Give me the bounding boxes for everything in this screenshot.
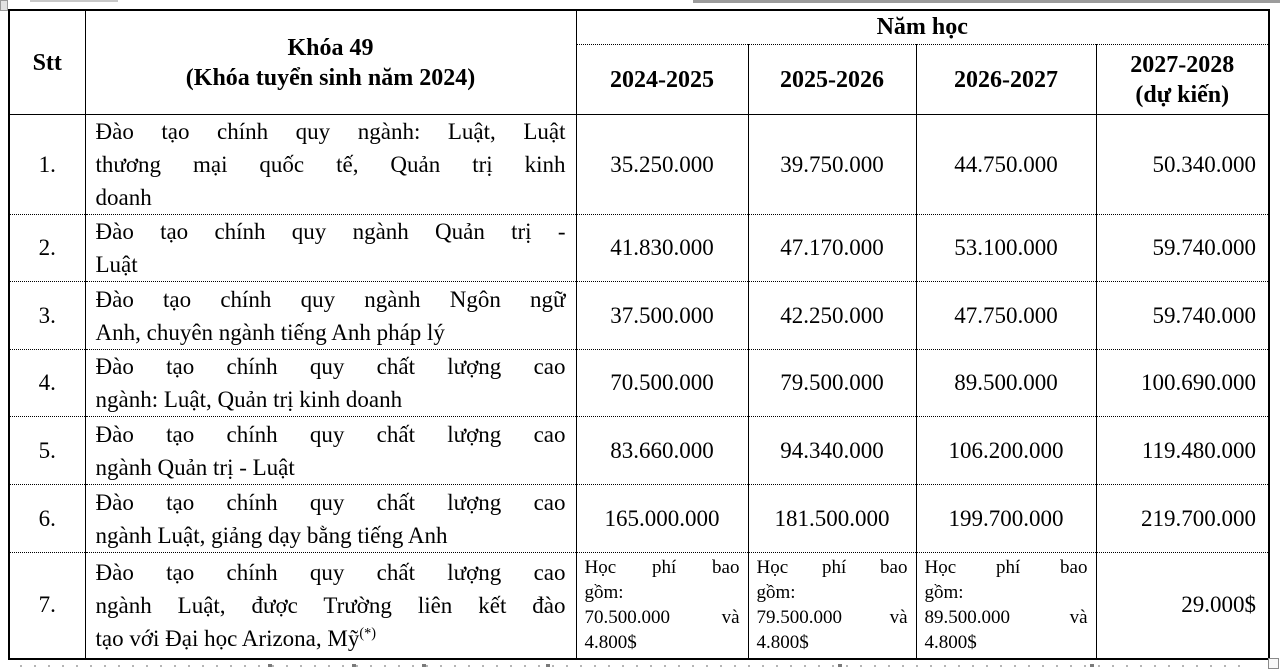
fee-cell: 37.500.000	[576, 282, 748, 350]
fee-cell: 119.480.000	[1096, 417, 1269, 485]
year4-line2: (dự kiến)	[1135, 81, 1230, 108]
fee-cell: 83.660.000	[576, 417, 748, 485]
page-fragment-speck	[422, 664, 426, 667]
table-row	[9, 215, 1269, 282]
fee-cell: 199.700.000	[916, 485, 1096, 553]
page-fragment-speck	[1090, 664, 1094, 667]
cohort-title: Khóa 49	[287, 34, 374, 61]
table-row	[9, 282, 1269, 350]
table-row	[9, 350, 1269, 417]
program-cell	[85, 553, 576, 659]
text-line: 4.800$	[584, 632, 637, 653]
text-line: thương mại quốc tế, Quản trị kinh	[95, 152, 566, 177]
cohort-subtitle: (Khóa tuyển sinh năm 2024)	[185, 64, 476, 91]
fee-cell: 53.100.000	[916, 215, 1096, 282]
fee-cell: 39.750.000	[748, 115, 916, 215]
col-header-2027-2028	[1096, 45, 1269, 115]
fee-cell: 100.690.000	[1096, 350, 1269, 417]
table-row	[9, 553, 1269, 659]
stt-cell: 6.	[9, 485, 85, 553]
text-line: Học phí bao	[924, 557, 1088, 578]
page-fragment-speck	[352, 664, 356, 667]
program-cell	[85, 350, 576, 417]
fee-cell: 181.500.000	[748, 485, 916, 553]
text-line: Luật	[95, 252, 138, 277]
fee-cell: 50.340.000	[1096, 115, 1269, 215]
fee-cell: 47.750.000	[916, 282, 1096, 350]
text-line: Đào tạo chính quy chất lượng cao	[95, 489, 566, 515]
text-line: Đào tạo chính quy chất lượng cao	[95, 354, 566, 379]
year4-line1: 2027-2028	[1130, 51, 1235, 78]
col-header-2025-2026: 2025-2026	[748, 45, 916, 115]
fee-cell: 41.830.000	[576, 215, 748, 282]
page-fragment-cutoff-text	[20, 665, 1252, 667]
table-row	[9, 417, 1269, 485]
fee-cell: 59.740.000	[1096, 282, 1269, 350]
col-header-2026-2027: 2026-2027	[916, 45, 1096, 115]
fee-note-cell	[748, 553, 916, 659]
text-line: Đào tạo chính quy ngành: Luật, Luật	[95, 119, 566, 144]
footnote-marker: (*)	[359, 625, 376, 642]
fee-cell: 165.000.000	[576, 485, 748, 553]
text-line: Học phí bao	[584, 557, 740, 578]
col-header-school-year: Năm học	[576, 10, 1269, 45]
text-line: ngành Quản trị - Luật	[95, 454, 295, 480]
fee-cell: 70.500.000	[576, 350, 748, 417]
program-cell	[85, 417, 576, 485]
text-line: gồm:	[584, 582, 624, 603]
text-line: tạo với Đại học Arizona, Mỹ(*)	[95, 625, 376, 651]
header-row-group	[9, 10, 1269, 45]
text-line: Đào tạo chính quy chất lượng cao	[95, 421, 566, 447]
text-line: doanh	[95, 185, 152, 210]
fee-cell: 29.000$	[1096, 553, 1269, 659]
fee-cell: 79.500.000	[748, 350, 916, 417]
program-cell	[85, 282, 576, 350]
text-line: Học phí bao	[756, 557, 908, 578]
text-line: 79.500.000 và	[756, 607, 908, 628]
fee-cell: 35.250.000	[576, 115, 748, 215]
fee-cell: 44.750.000	[916, 115, 1096, 215]
col-header-2024-2025: 2024-2025	[576, 45, 748, 115]
table-row	[9, 115, 1269, 215]
text-line: ngành Luật, được Trường liên kết đào	[95, 592, 566, 618]
stt-cell: 1.	[9, 115, 85, 215]
text-line: gồm:	[756, 582, 796, 603]
stt-cell: 3.	[9, 282, 85, 350]
page-fragment-speck	[546, 664, 550, 667]
program-cell	[85, 215, 576, 282]
page-fragment-top-right	[693, 0, 1280, 3]
program-cell	[85, 485, 576, 553]
program-cell	[85, 115, 576, 215]
stt-cell: 4.	[9, 350, 85, 417]
fee-cell: 106.200.000	[916, 417, 1096, 485]
fee-note-cell	[576, 553, 748, 659]
fee-note-cell	[916, 553, 1096, 659]
text-line: 4.800$	[756, 632, 809, 653]
text-line: ngành Luật, giảng dạy bằng tiếng Anh	[95, 522, 448, 548]
table-body	[9, 115, 1269, 659]
fee-cell: 59.740.000	[1096, 215, 1269, 282]
text-line: 89.500.000 và	[924, 607, 1088, 628]
col-header-cohort	[85, 10, 576, 115]
stt-cell: 2.	[9, 215, 85, 282]
table-resize-handle[interactable]	[1268, 658, 1279, 669]
text-line: Đào tạo chính quy ngành Ngôn ngữ	[95, 286, 566, 312]
fee-cell: 219.700.000	[1096, 485, 1269, 553]
page-fragment-speck	[838, 664, 842, 667]
fee-cell: 94.340.000	[748, 417, 916, 485]
table-row	[9, 485, 1269, 553]
text-line: gồm:	[924, 582, 964, 603]
tuition-table	[8, 9, 1270, 660]
col-header-stt: Stt	[9, 10, 85, 115]
text-line: Đào tạo chính quy chất lượng cao	[95, 559, 566, 585]
text-line: Đào tạo chính quy ngành Quản trị -	[95, 219, 566, 244]
text-line: Anh, chuyên ngành tiếng Anh pháp lý	[95, 319, 445, 345]
fee-cell: 89.500.000	[916, 350, 1096, 417]
page-fragment-speck	[268, 664, 272, 667]
page-fragment-top-left	[30, 0, 118, 2]
text-line: 4.800$	[924, 632, 977, 653]
fee-cell: 42.250.000	[748, 282, 916, 350]
text-line: 70.500.000 và	[584, 607, 740, 628]
stt-cell: 5.	[9, 417, 85, 485]
stt-cell: 7.	[9, 553, 85, 659]
text-line: ngành: Luật, Quản trị kinh doanh	[95, 387, 403, 412]
table-header	[9, 10, 1269, 115]
fee-cell: 47.170.000	[748, 215, 916, 282]
page-fragment-corner-icon	[0, 0, 8, 11]
